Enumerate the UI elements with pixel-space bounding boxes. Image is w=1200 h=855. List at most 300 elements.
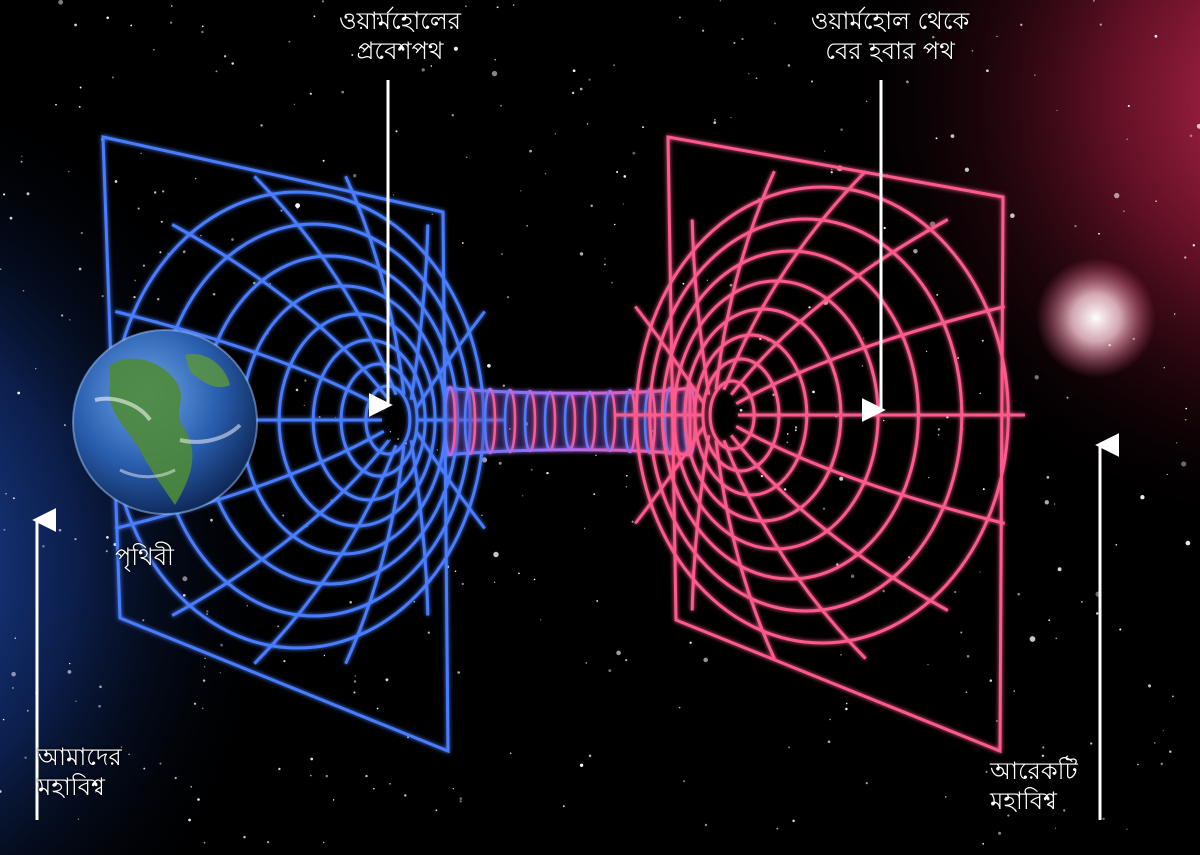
star <box>21 161 23 163</box>
star <box>756 77 758 79</box>
star <box>679 16 681 18</box>
star <box>326 775 328 777</box>
star <box>220 644 223 647</box>
star <box>0 268 1 269</box>
star <box>795 426 797 428</box>
star <box>584 528 585 529</box>
star <box>1102 818 1104 820</box>
star <box>883 420 884 421</box>
star <box>389 783 391 785</box>
star <box>3 193 5 195</box>
star <box>906 81 909 84</box>
exit-label-line2: বের হবার পথ <box>825 37 955 65</box>
star <box>161 221 163 223</box>
star <box>608 669 611 672</box>
star <box>986 771 988 773</box>
star <box>846 703 848 705</box>
star <box>851 575 854 578</box>
star <box>604 263 606 265</box>
star <box>395 130 397 132</box>
star <box>1181 461 1186 466</box>
star <box>845 708 847 710</box>
star <box>632 521 634 523</box>
star <box>733 42 735 44</box>
star <box>1090 742 1092 744</box>
star <box>928 477 929 478</box>
star <box>171 5 173 7</box>
star <box>267 841 269 843</box>
star <box>277 625 279 627</box>
star <box>529 150 532 153</box>
star <box>404 794 406 796</box>
our-universe-label-line2: মহাবিশ্ব <box>38 773 105 801</box>
star <box>79 106 81 108</box>
star <box>707 280 708 281</box>
star <box>10 217 13 220</box>
star <box>492 71 497 76</box>
star <box>128 753 130 755</box>
star <box>938 428 940 430</box>
star <box>1098 233 1100 235</box>
star <box>839 477 843 481</box>
star <box>1186 541 1191 546</box>
star <box>596 600 598 602</box>
star <box>1048 619 1050 621</box>
star <box>98 705 101 708</box>
star <box>397 438 399 440</box>
entrance-label-line2: প্রবেশপথ <box>356 37 444 65</box>
star <box>437 449 438 450</box>
star <box>414 601 416 603</box>
star <box>1055 638 1057 640</box>
star <box>830 171 832 173</box>
star <box>840 128 843 131</box>
star <box>996 720 998 722</box>
other-universe-label-line1: আরেকটি <box>990 757 1078 785</box>
star <box>730 117 731 118</box>
star <box>3 719 4 720</box>
star <box>990 679 993 682</box>
star <box>642 126 644 128</box>
star <box>143 265 145 267</box>
star <box>389 439 391 441</box>
star <box>435 809 437 811</box>
star <box>759 338 761 340</box>
star <box>624 175 627 178</box>
star <box>1155 35 1158 38</box>
star <box>140 153 141 154</box>
star <box>499 462 502 465</box>
star <box>68 670 72 674</box>
star <box>507 296 509 298</box>
star <box>452 114 454 116</box>
star <box>200 235 201 236</box>
star <box>21 156 22 157</box>
star <box>1034 74 1036 76</box>
star <box>1058 567 1062 571</box>
star <box>61 314 63 316</box>
star <box>195 178 196 179</box>
star <box>866 101 867 102</box>
star <box>294 104 295 105</box>
star <box>220 672 221 673</box>
star <box>1190 134 1193 137</box>
star <box>102 295 104 297</box>
star <box>115 180 118 183</box>
star <box>323 160 325 162</box>
star <box>355 675 357 677</box>
star <box>730 284 733 287</box>
star <box>206 613 208 615</box>
star <box>183 594 186 597</box>
star <box>882 590 884 592</box>
star <box>79 268 82 271</box>
star <box>377 708 379 710</box>
star <box>954 591 956 593</box>
star <box>1174 313 1176 315</box>
star <box>593 493 595 495</box>
star <box>462 242 464 244</box>
star <box>323 842 324 843</box>
star <box>80 87 82 89</box>
star <box>590 205 592 207</box>
star <box>982 340 984 342</box>
star <box>393 194 394 195</box>
star <box>26 192 29 195</box>
star <box>555 133 556 134</box>
star <box>1140 495 1144 499</box>
star <box>587 123 589 125</box>
star <box>197 798 200 801</box>
star <box>588 78 590 80</box>
star <box>573 69 576 72</box>
star <box>960 632 962 634</box>
star <box>210 519 213 522</box>
star <box>540 619 541 620</box>
star <box>428 632 430 634</box>
star <box>224 55 226 57</box>
star <box>522 495 523 496</box>
other-universe-label-line2: মহাবিশ্ব <box>990 787 1057 815</box>
star <box>64 424 66 426</box>
star <box>159 251 161 253</box>
star <box>460 800 462 802</box>
star <box>784 488 786 490</box>
star <box>310 758 313 761</box>
star <box>1093 0 1095 2</box>
star <box>982 843 984 845</box>
star <box>1193 244 1195 246</box>
star <box>595 454 597 456</box>
star <box>1115 544 1117 546</box>
star <box>626 486 628 488</box>
star <box>204 666 206 668</box>
star <box>333 799 335 801</box>
star <box>828 740 831 743</box>
star <box>501 253 503 255</box>
star <box>787 433 789 435</box>
star <box>319 416 321 418</box>
star <box>310 93 312 95</box>
star <box>823 508 825 510</box>
star <box>510 752 512 754</box>
star <box>99 685 102 688</box>
star <box>1128 105 1130 107</box>
star <box>979 393 981 395</box>
star <box>27 710 29 712</box>
star <box>386 678 389 681</box>
star <box>1176 442 1177 443</box>
other-universe-label <box>990 756 1078 816</box>
star <box>741 38 743 40</box>
star <box>335 417 336 418</box>
star <box>15 637 16 638</box>
star <box>938 434 940 436</box>
star <box>795 429 797 431</box>
star <box>1119 628 1121 630</box>
star <box>188 819 191 822</box>
star <box>811 80 813 82</box>
star <box>518 572 520 574</box>
star <box>1126 829 1127 830</box>
star <box>1055 828 1056 829</box>
star <box>138 208 140 210</box>
star <box>1045 500 1049 504</box>
wormhole-throat <box>445 387 695 455</box>
star <box>633 152 636 155</box>
exit-label-line1: ওয়ার্মহোল থেকে <box>810 7 970 35</box>
star <box>459 797 462 800</box>
star <box>611 282 613 284</box>
star <box>322 0 324 2</box>
star <box>1155 200 1157 202</box>
star <box>1169 750 1171 752</box>
star <box>585 662 587 664</box>
star <box>213 293 216 296</box>
star <box>432 214 433 215</box>
star <box>170 22 172 24</box>
star <box>1054 503 1055 504</box>
star <box>154 191 156 193</box>
star <box>106 16 109 19</box>
star <box>1184 256 1186 258</box>
star <box>713 121 716 124</box>
star <box>1074 225 1076 227</box>
star <box>563 805 565 807</box>
star <box>203 679 205 681</box>
star <box>1020 24 1022 26</box>
star <box>788 746 790 748</box>
star <box>945 796 946 797</box>
star <box>623 203 624 204</box>
star <box>175 777 177 779</box>
earth-label: পৃথিবী <box>115 543 174 571</box>
star <box>863 338 864 339</box>
star <box>324 655 325 656</box>
star <box>1081 601 1083 603</box>
star <box>216 70 218 72</box>
our-universe-label <box>38 742 122 802</box>
star <box>1148 684 1151 687</box>
star <box>1164 367 1165 368</box>
star <box>808 306 810 308</box>
star <box>862 365 864 367</box>
star <box>253 282 256 285</box>
star <box>740 409 743 412</box>
star <box>689 642 691 644</box>
star <box>1035 375 1039 379</box>
star <box>957 357 959 359</box>
star <box>204 842 206 844</box>
star <box>157 298 159 300</box>
star <box>1114 193 1119 198</box>
star <box>866 782 868 784</box>
star <box>202 708 203 709</box>
star <box>69 663 70 664</box>
earth-globe-icon <box>73 330 257 514</box>
star <box>183 250 186 253</box>
star <box>278 768 280 770</box>
star <box>531 469 533 471</box>
star <box>786 441 788 443</box>
star <box>493 552 498 557</box>
star <box>75 701 76 702</box>
star <box>998 832 1001 835</box>
star <box>520 190 521 191</box>
star <box>283 660 285 662</box>
star <box>1154 742 1155 743</box>
star <box>836 563 838 565</box>
star <box>967 655 970 658</box>
star <box>513 4 515 6</box>
star <box>134 280 136 282</box>
star <box>705 824 707 826</box>
star <box>884 227 886 229</box>
star <box>243 836 245 838</box>
star <box>42 545 44 547</box>
star <box>133 296 135 298</box>
star <box>936 137 938 139</box>
star <box>59 529 62 532</box>
star <box>702 30 704 32</box>
star <box>453 788 454 789</box>
star <box>455 570 457 572</box>
star <box>58 0 63 5</box>
star <box>792 820 794 822</box>
exit-label <box>775 6 1005 66</box>
star <box>824 151 825 152</box>
entrance-label-line1: ওয়ার্মহোলের <box>338 7 462 35</box>
star <box>616 651 621 656</box>
bright-star <box>1036 258 1156 378</box>
star <box>1163 730 1164 731</box>
star <box>55 104 57 106</box>
star <box>153 49 155 51</box>
star <box>605 258 606 259</box>
star <box>1030 636 1036 642</box>
star <box>703 658 708 663</box>
star <box>390 431 391 432</box>
star <box>35 368 36 369</box>
star <box>295 203 300 208</box>
star <box>1014 690 1015 691</box>
star <box>748 73 749 74</box>
star <box>182 576 187 581</box>
star <box>682 283 684 285</box>
star <box>831 169 832 170</box>
star <box>69 319 70 320</box>
star <box>142 619 144 621</box>
star <box>190 786 192 788</box>
star <box>11 672 16 677</box>
star <box>78 818 79 819</box>
our-universe-label-line1: আমাদের <box>38 743 122 771</box>
star <box>614 224 616 226</box>
star <box>812 391 815 394</box>
star <box>626 475 628 477</box>
star <box>462 583 464 585</box>
star <box>776 828 778 830</box>
star <box>720 0 722 2</box>
star <box>194 703 196 705</box>
star <box>913 249 918 254</box>
star <box>503 384 505 386</box>
star <box>204 658 205 659</box>
star <box>572 92 574 94</box>
star <box>580 252 583 255</box>
star <box>373 788 375 790</box>
star <box>966 691 968 693</box>
star <box>106 550 108 552</box>
star <box>526 225 528 227</box>
star <box>162 190 164 192</box>
star <box>714 119 716 121</box>
star <box>1017 593 1020 596</box>
star <box>466 157 467 158</box>
star <box>231 238 234 241</box>
star <box>353 691 355 693</box>
star <box>1185 408 1187 410</box>
star <box>106 536 109 539</box>
star <box>829 719 830 720</box>
entrance-label <box>300 6 500 66</box>
star <box>616 171 618 173</box>
star <box>130 24 132 26</box>
star <box>1047 476 1050 479</box>
star <box>354 680 356 682</box>
star <box>761 475 763 477</box>
star <box>500 105 502 107</box>
star <box>927 664 928 665</box>
star <box>247 605 249 607</box>
star <box>1185 419 1186 420</box>
star <box>1123 210 1124 211</box>
star <box>1137 764 1139 766</box>
star <box>160 763 162 765</box>
star <box>840 654 842 656</box>
star <box>23 290 25 292</box>
star <box>3 529 5 531</box>
star <box>979 571 980 572</box>
star <box>545 173 547 175</box>
star <box>68 171 70 173</box>
star <box>1167 474 1168 475</box>
star <box>772 394 774 396</box>
star <box>1126 138 1128 140</box>
star <box>1096 612 1098 614</box>
star <box>143 768 145 770</box>
star <box>202 25 204 27</box>
